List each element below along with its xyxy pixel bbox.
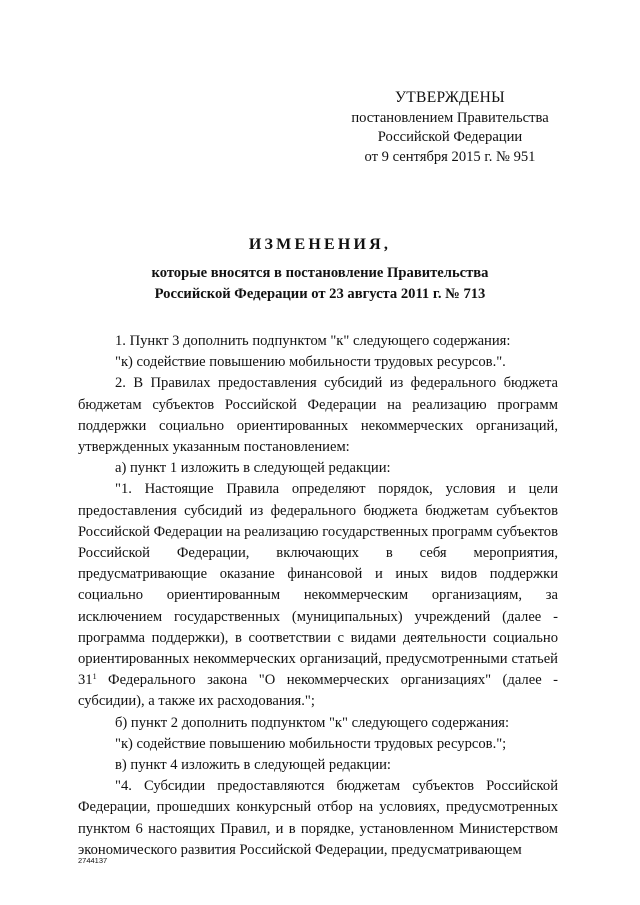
paragraph-5-text-end: Федерального закона "О некоммерческих организациях" (далее - субсидии), а также их расходования."; bbox=[78, 672, 558, 710]
subtitle-line-1: которые вносятся в постановление Правительства bbox=[151, 265, 489, 281]
article-superscript: 1 bbox=[92, 672, 97, 682]
document-number: 2744137 bbox=[78, 856, 108, 865]
paragraph-3: 2. В Правилах предоставления субсидий из федерального бюджета бюджетам субъектов Российской Федерации на реализацию программ поддержки социально ориентированных некоммерческих организаций, утвержденных указанным постановлением: bbox=[78, 375, 558, 456]
document-title: ИЗМЕНЕНИЯ, bbox=[248, 236, 392, 253]
paragraph-7: "к) содействие повышению мобильности трудовых ресурсов."; bbox=[115, 735, 507, 752]
paragraph-8: в) пункт 4 изложить в следующей редакции: bbox=[115, 757, 391, 774]
document-body bbox=[78, 331, 558, 861]
approval-heading: УТВЕРЖДЕНЫ bbox=[395, 89, 505, 106]
approval-line-1: постановлением Правительства bbox=[351, 109, 549, 126]
paragraph-5-text-start: "1. Настоящие Правила определяют порядок, условия и цели предоставления субсидий из федерального бюджета бюджетам субъектов Российской Федерации на реализацию государственных программ субъектов Российской Федерации, включающих в себя мероприятия, предусматривающие оказание финансовой и иных видов поддержки социально ориентированным некоммерческим организациям, за исключением государственных (муниципальных) учреждений (далее - программа поддержки), в соответствии с видами деятельности социально ориентированных некоммерческих организаций, предусмотренными статьей 31 bbox=[78, 481, 558, 689]
paragraph-1: 1. Пункт 3 дополнить подпунктом "к" следующего содержания: bbox=[115, 333, 511, 349]
paragraph-4: а) пункт 1 изложить в следующей редакции: bbox=[115, 460, 391, 477]
approval-line-2: Российской Федерации bbox=[377, 129, 523, 145]
paragraph-2: "к) содействие повышению мобильности трудовых ресурсов.". bbox=[115, 354, 506, 371]
approval-block bbox=[330, 88, 570, 167]
paragraph-6: б) пункт 2 дополнить подпунктом "к" следующего содержания: bbox=[115, 714, 510, 731]
approval-line-3: от 9 сентября 2015 г. № 951 bbox=[364, 148, 536, 165]
paragraph-5 bbox=[78, 479, 558, 712]
subtitle-line-2: Российской Федерации от 23 августа 2011 г. № 713 bbox=[154, 286, 486, 302]
paragraph-9: "4. Субсидии предоставляются бюджетам субъектов Российской Федерации, прошедших конкурсный отбор на условиях, предусмотренных пунктом 6 настоящих Правил, и в порядке, установленном Министерством экономического развития Российской Федерации, предусматривающем bbox=[78, 778, 558, 858]
document-subtitle bbox=[0, 263, 640, 305]
